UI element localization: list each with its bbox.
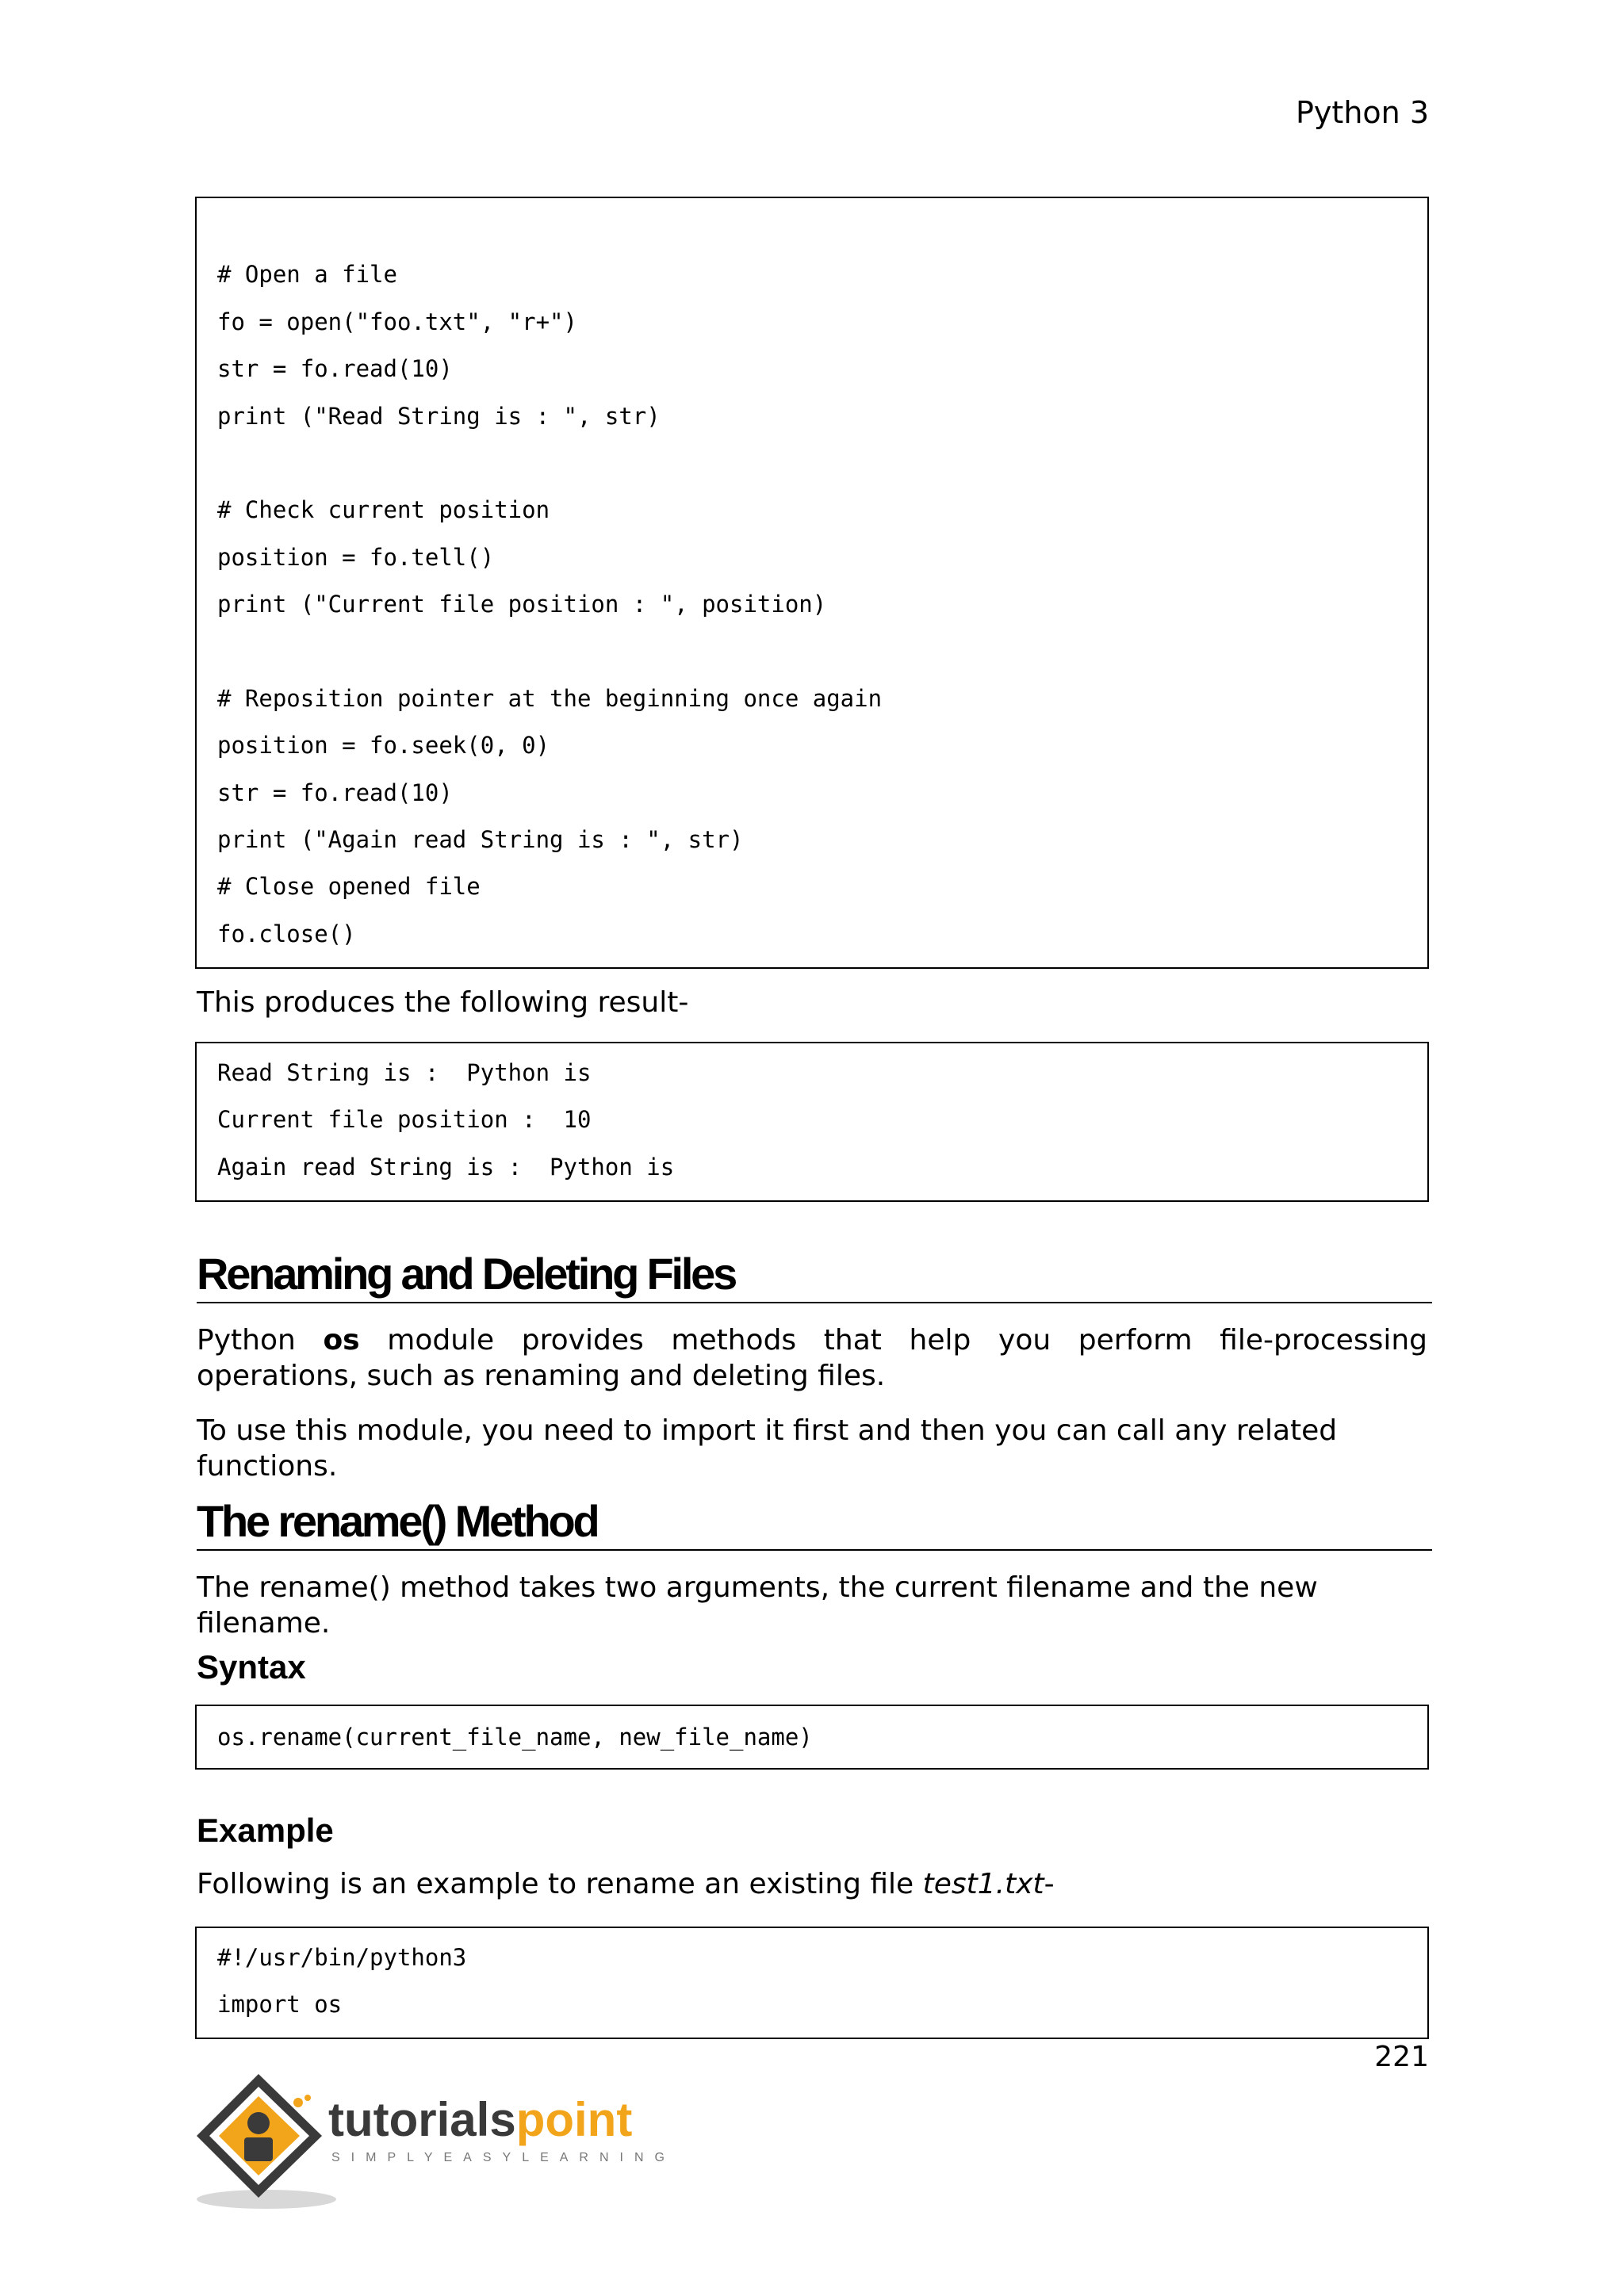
output-line: Read String is : Python is [217, 1059, 592, 1086]
tutorialspoint-logo-icon [195, 2068, 671, 2210]
code-line: # Open a file [217, 261, 397, 289]
code-line: str = fo.read(10) [217, 355, 453, 383]
import-paragraph: To use this module, you need to import it first and then you can call any related functions. [197, 1414, 1338, 1483]
code-line: # Reposition pointer at the beginning once again [217, 684, 883, 712]
logo-wordmark: tutorialspoint [328, 2093, 633, 2146]
syntax-code-line: os.rename(current_file_name, new_file_name) [217, 1724, 813, 1751]
code-line [197, 205, 1427, 251]
code-line: import os [217, 1991, 343, 2019]
filename-italic: test1.txt [922, 1868, 1044, 1900]
os-module-paragraph [197, 1322, 1427, 1394]
code-line: position = fo.seek(0, 0) [217, 732, 550, 760]
output-line: Again read String is : Python is [217, 1153, 675, 1181]
code-line: print ("Current file position : ", position) [217, 591, 827, 618]
para-text: - [1044, 1868, 1055, 1900]
code-line [197, 629, 1427, 675]
section-heading-rename-method: The rename() Method [197, 1495, 1432, 1551]
code-line: print ("Read String is : ", str) [217, 402, 661, 430]
code-line: fo.close() [217, 920, 356, 947]
example-heading: Example [197, 1812, 334, 1849]
result-intro-text: This produces the following result- [197, 986, 689, 1019]
code-line: # Check current position [217, 496, 550, 524]
output-line: Current file position : 10 [217, 1106, 592, 1134]
code-line: position = fo.tell() [217, 543, 495, 571]
os-keyword: os [323, 1324, 360, 1357]
para-text: Python [197, 1324, 324, 1357]
tutorialspoint-logo [195, 2068, 671, 2210]
running-header: Python 3 [1296, 95, 1429, 130]
syntax-code-block [195, 1705, 1429, 1770]
code-line: # Close opened file [217, 873, 481, 901]
para-text: Following is an example to rename an existing file [197, 1868, 923, 1900]
output-block [195, 1042, 1429, 1202]
rename-description: The rename() method takes two arguments, the current filename and the new filename. [197, 1571, 1318, 1640]
example-code-block [195, 1927, 1429, 2039]
code-line: str = fo.read(10) [217, 779, 453, 806]
code-block-file-positions [195, 197, 1429, 969]
logo-tagline: SIMPLYEASYLEARNING [331, 2151, 671, 2164]
para-text: module provides methods that help you perform file-processing operations, such as renaming and deleting files. [197, 1324, 1428, 1392]
example-intro [197, 1866, 1427, 1902]
syntax-heading: Syntax [197, 1648, 306, 1686]
code-line: print ("Again read String is : ", str) [217, 826, 744, 854]
code-line [197, 440, 1427, 487]
code-line: #!/usr/bin/python3 [217, 1944, 467, 1971]
section-heading-renaming-deleting: Renaming and Deleting Files [197, 1248, 1432, 1303]
page-number: 221 [1374, 2041, 1429, 2073]
code-line: fo = open("foo.txt", "r+") [217, 308, 577, 335]
